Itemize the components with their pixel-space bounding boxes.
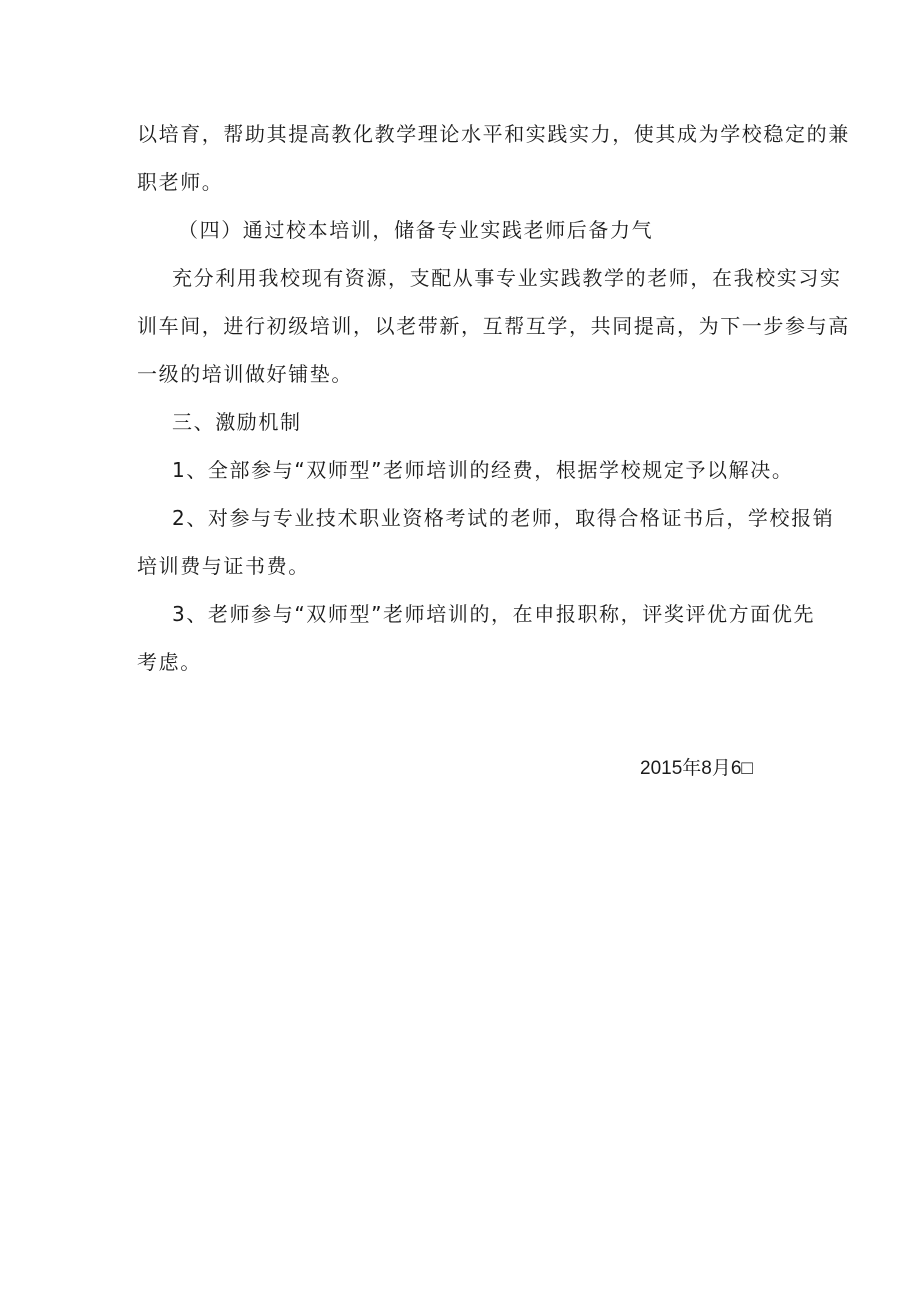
body-text-line: 考虑。 [137, 650, 202, 674]
document-date: 2015年8月6□ [640, 758, 753, 779]
section-heading: （四）通过校本培训，储备专业实践老师后备力气 [178, 218, 654, 242]
list-item: 1、全部参与“双师型”老师培训的经费，根据学校规定予以解决。 [172, 458, 794, 482]
section-heading: 三、激励机制 [172, 410, 302, 434]
body-text-line: 一级的培训做好铺垫。 [137, 362, 353, 386]
body-text-line: 培训费与证书费。 [137, 554, 310, 578]
body-text-line: 以培育，帮助其提高教化教学理论水平和实践实力，使其成为学校稳定的兼 [137, 122, 850, 146]
list-item: 3、老师参与“双师型”老师培训的，在申报职称，评奖评优方面优先 [172, 602, 816, 626]
body-text-line: 训车间，进行初级培训，以老带新，互帮互学，共同提高，为下一步参与高 [137, 314, 850, 338]
list-item: 2、对参与专业技术职业资格考试的老师，取得合格证书后，学校报销 [172, 506, 835, 530]
body-text-line: 充分利用我校现有资源，支配从事专业实践教学的老师，在我校实习实 [172, 266, 842, 290]
body-text-line: 职老师。 [137, 170, 224, 194]
